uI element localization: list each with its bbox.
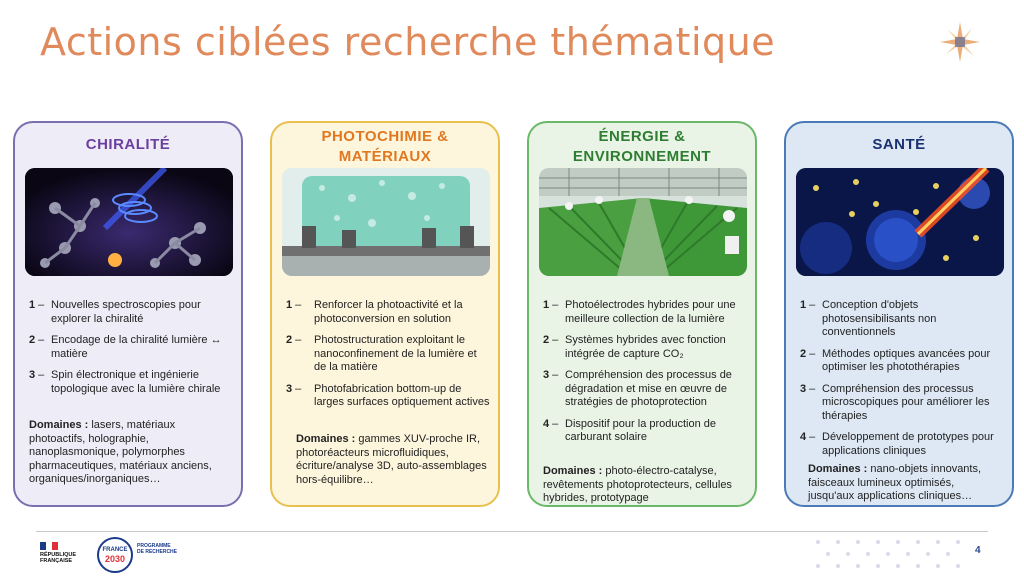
list-item: 2 – Photostructuration exploitant le nanoconfinement de la lumière et de la matière — [286, 334, 477, 373]
greenhouse-image — [539, 168, 747, 276]
list-item: 4 – Développement de prototypes pour applications cliniques — [800, 431, 994, 457]
card-title-line: CHIRALITÉ — [85, 136, 171, 153]
list-item: 3 – Photofabrication bottom-up de larges surfaces optiquement actives — [286, 382, 490, 408]
card-title-line: PHOTOCHIMIE & — [321, 128, 449, 145]
card-energie — [527, 121, 757, 507]
card-title-line: MATÉRIAUX — [338, 148, 432, 165]
programme-label: PROGRAMME DE RECHERCHE — [137, 543, 178, 555]
card-title — [15, 135, 241, 155]
card-title — [786, 135, 1012, 155]
france-2030-logo: FRANCE 2030 — [97, 537, 133, 573]
list-item: 3 – Compréhension des processus microscopiques pour améliorer les thérapies — [800, 382, 990, 422]
flag-icon — [40, 542, 58, 550]
list-item: 2 – Encodage de la chiralité lumière ↔ matière — [29, 334, 222, 360]
list-item: 2 – Méthodes optiques avancées pour optimiser les photothérapies — [800, 347, 991, 373]
list-item: 2 – Systèmes hybrides avec fonction intégrée de capture CO₂ — [543, 334, 726, 360]
photochemistry-image — [282, 168, 490, 276]
item-list — [543, 299, 747, 453]
domains-text: Domaines : gammes XUV-proche IR, photoréacteurs microfluidiques, écriture/analyse 3D, auto-assemblages hors-équilibre… — [296, 433, 487, 486]
card-title-line: SANTÉ — [872, 136, 926, 153]
health-image — [796, 168, 1004, 276]
domains-text: Domaines : nano-objets innovants, faisceaux lumineux optimisés, jusqu'aux applications cliniques… — [808, 463, 982, 502]
card-sante — [784, 121, 1014, 507]
card-chiralite — [13, 121, 243, 507]
footer-divider — [36, 531, 988, 532]
list-item: 1 – Nouvelles spectroscopies pour explorer la chiralité — [29, 299, 201, 325]
card-title — [272, 127, 498, 167]
card-title-line: ÉNERGIE & — [598, 128, 686, 145]
list-item: 1 – Photoélectrodes hybrides pour une meilleure collection de la lumière — [543, 299, 736, 325]
page-number: 4 — [975, 545, 981, 556]
card-photochimie — [270, 121, 500, 507]
item-list — [29, 299, 233, 404]
domains-text: Domaines : photo-électro-catalyse, revêtements photoprotecteurs, cellules hybrides, prototypage — [543, 465, 732, 504]
domains-text: Domaines : lasers, matériaux photoactifs, holographie, nanoplasmonique, polymorphes pharmaceutiques, matériaux anciens, organiques/inorganiques… — [29, 419, 212, 485]
item-list — [800, 299, 1004, 466]
chirality-image — [25, 168, 233, 276]
list-item: 1 – Conception d'objets photosensibilisants non conventionnels — [800, 299, 937, 338]
card-title — [529, 127, 755, 167]
card-title-line: ENVIRONNEMENT — [572, 148, 712, 165]
list-item: 1 – Renforcer la photoactivité et la photoconversion en solution — [286, 299, 463, 325]
item-list — [286, 299, 490, 418]
page-title: Actions ciblées recherche thématique — [40, 20, 776, 64]
republique-francaise-logo: RÉPUBLIQUE FRANÇAISE — [40, 542, 76, 564]
star-logo-icon — [936, 18, 984, 66]
list-item: 3 – Spin électronique et ingénierie topologique avec la lumière chirale — [29, 369, 221, 395]
list-item: 4 – Dispositif pour la production de carburant solaire — [543, 417, 717, 443]
list-item: 3 – Compréhension des processus de dégradation et mise en œuvre de stratégies de photoprotection — [543, 369, 732, 408]
